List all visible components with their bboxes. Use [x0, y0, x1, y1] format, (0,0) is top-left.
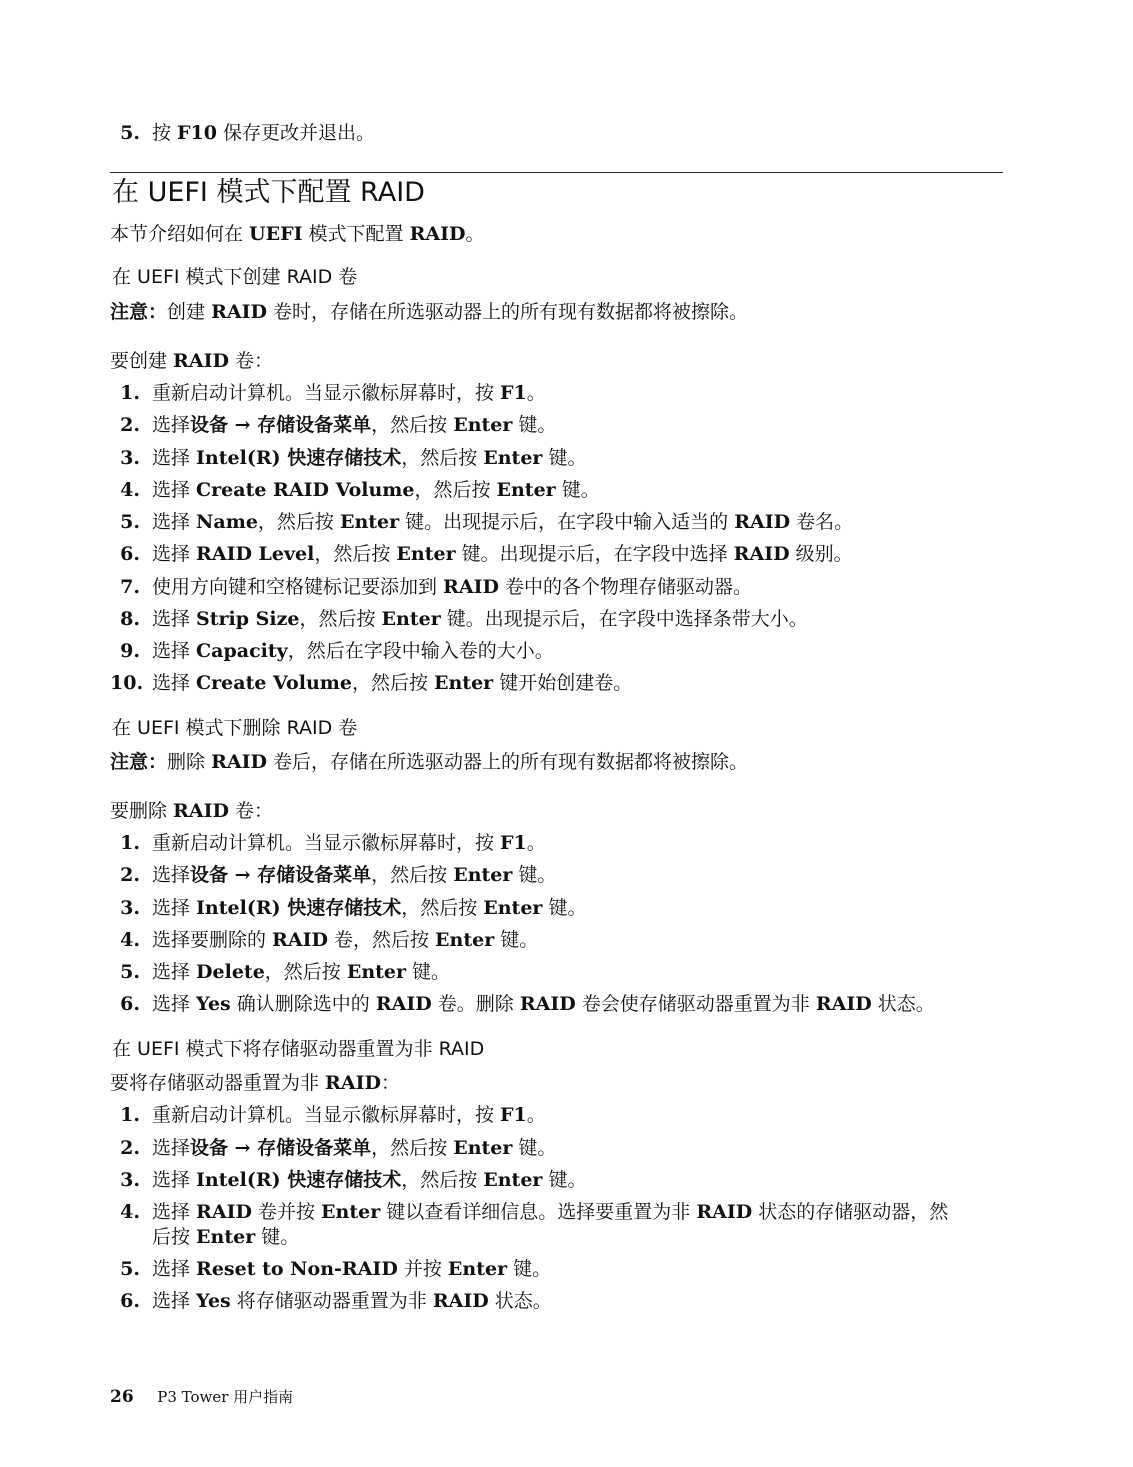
text-run: 键。	[555, 479, 600, 501]
step-text	[152, 1135, 556, 1161]
note-label: 注意：	[110, 301, 168, 323]
step-number: 6.	[120, 993, 140, 1015]
step-text	[152, 991, 935, 1017]
section-title: 在 UEFI 模式下配置 RAID	[112, 177, 425, 208]
text-run: 选择	[152, 897, 197, 919]
step-text	[152, 862, 556, 888]
step-text	[152, 574, 752, 600]
text-run: 选择	[152, 447, 197, 469]
menu-item: Intel(R) 快速存储技术	[196, 1169, 402, 1191]
step-text	[152, 606, 808, 632]
key-name: Enter	[453, 1137, 513, 1159]
text-run: 卷名。	[790, 511, 854, 533]
text-run-bold: F1	[500, 382, 527, 404]
key-name: Enter	[483, 1169, 543, 1191]
text-run-bold: RAID	[432, 1290, 489, 1312]
subsection-heading-delete: 在 UEFI 模式下删除 RAID 卷	[112, 717, 358, 739]
text-run: 键。	[542, 897, 587, 919]
menu-item: Yes	[196, 993, 231, 1015]
text-run: 选择	[152, 543, 197, 565]
text-run: ，然后按	[414, 479, 497, 501]
step-text	[152, 1256, 551, 1282]
step-text	[152, 959, 450, 985]
step-text-continued	[152, 1224, 299, 1250]
menu-item: Capacity	[196, 640, 288, 662]
key-name: Enter	[396, 543, 456, 565]
key-name: F1	[500, 832, 527, 854]
text-run: 后按	[152, 1226, 197, 1248]
intro-paragraph	[110, 221, 485, 247]
key-name: Enter	[453, 864, 513, 886]
text-run: 键。	[494, 929, 539, 951]
text-run: ，然后按	[401, 447, 484, 469]
step-number: 9.	[120, 640, 140, 662]
step-text	[152, 1199, 948, 1225]
key-name: Enter	[496, 479, 556, 501]
text-run: ，然后按	[299, 608, 382, 630]
text-run: 。	[526, 1104, 546, 1126]
key-name: Enter	[453, 414, 513, 436]
text-run: 选择要删除的	[152, 929, 273, 951]
step-number: 10.	[110, 672, 144, 694]
text-run: 要创建	[110, 350, 174, 372]
page-footer	[110, 1387, 293, 1407]
text-run-bold: RAID	[519, 993, 576, 1015]
step-text	[152, 477, 600, 503]
step-number: 3.	[120, 1169, 140, 1191]
key-name: Enter	[435, 929, 495, 951]
step-text	[152, 830, 546, 856]
text-run: 卷。删除	[431, 993, 520, 1015]
step-text	[152, 638, 554, 664]
text-run: 选择	[152, 1201, 197, 1223]
step-text	[152, 1102, 546, 1128]
step-number: 5.	[120, 122, 140, 144]
text-run: 键。	[255, 1226, 300, 1248]
text-run: ，然后按	[351, 672, 434, 694]
text-run: 重新启动计算机。当显示徽标屏幕时，按	[152, 1104, 501, 1126]
text-run: 选择	[152, 864, 191, 886]
text-run: 选择	[152, 1137, 191, 1159]
text-run: 要将存储驱动器重置为非	[110, 1072, 326, 1094]
menu-path: 设备 → 存储设备菜单	[190, 414, 372, 436]
text-run: 卷，然后按	[327, 929, 436, 951]
text-run: 键。出现提示后，在字段中选择	[455, 543, 734, 565]
text-run: 键。	[542, 1169, 587, 1191]
text-run: 卷后，存储在所选驱动器上的所有现有数据都将被擦除。	[266, 751, 749, 773]
step-text	[152, 120, 375, 146]
text-run-bold: RAID	[409, 223, 466, 245]
step-text	[152, 380, 546, 406]
text-run: 卷并按	[251, 1201, 322, 1223]
text-run: 选择	[152, 672, 197, 694]
text-run-bold: RAID	[375, 993, 432, 1015]
text-run: 选择	[152, 479, 197, 501]
key-name: Enter	[321, 1201, 381, 1223]
step-number: 7.	[120, 576, 140, 598]
step-number: 4.	[120, 1201, 140, 1223]
text-run: 本节介绍如何在	[110, 223, 250, 245]
text-run: 将存储驱动器重置为非	[230, 1290, 433, 1312]
text-run: 键。	[512, 1137, 557, 1159]
text-run: 选择	[152, 608, 197, 630]
step-number: 5.	[120, 511, 140, 533]
step-text	[152, 895, 586, 921]
text-run: 模式下配置	[302, 223, 410, 245]
key-name: Enter	[447, 1258, 508, 1280]
step-number: 3.	[120, 897, 140, 919]
text-run: 选择	[152, 993, 197, 1015]
note-label: 注意：	[110, 751, 168, 773]
key-name: Enter	[434, 672, 494, 694]
menu-item: RAID Level	[196, 543, 315, 565]
step-number: 2.	[120, 414, 140, 436]
text-run: ，然后按	[371, 864, 454, 886]
key-name: Enter	[483, 447, 543, 469]
key-name: Enter	[196, 1226, 256, 1248]
subsection-heading-reset: 在 UEFI 模式下将存储驱动器重置为非 RAID	[112, 1038, 485, 1060]
step-text	[152, 1167, 586, 1193]
step-number: 6.	[120, 543, 140, 565]
text-run: 创建	[167, 301, 212, 323]
text-run: ，然后按	[314, 543, 397, 565]
text-run: 卷：	[228, 800, 273, 822]
text-run-bold: RAID	[211, 301, 267, 323]
text-run: 选择	[152, 1290, 197, 1312]
menu-item: Name	[196, 511, 258, 533]
text-run: 卷时，存储在所选驱动器上的所有现有数据都将被擦除。	[266, 301, 749, 323]
text-run-bold: RAID	[815, 993, 872, 1015]
text-run: ，然后按	[371, 1137, 454, 1159]
text-run: ，然后按	[401, 897, 484, 919]
text-run: 状态。	[871, 993, 935, 1015]
text-run: ，然后按	[371, 414, 454, 436]
text-run-bold: RAID	[211, 751, 267, 773]
text-run: 。	[526, 832, 546, 854]
text-run-bold: RAID	[196, 1201, 252, 1223]
step-text	[152, 1288, 552, 1314]
text-run: 要删除	[110, 800, 174, 822]
text-run-bold: RAID	[696, 1201, 753, 1223]
text-run: 重新启动计算机。当显示徽标屏幕时，按	[152, 382, 501, 404]
text-run-bold: RAID	[443, 576, 499, 598]
text-run: 。	[465, 223, 485, 245]
menu-item: Yes	[196, 1290, 231, 1312]
text-run: 键。	[406, 961, 451, 983]
text-run: 键。	[507, 1258, 552, 1280]
key-name: Enter	[339, 511, 400, 533]
step-number: 3.	[120, 447, 140, 469]
step-number: 2.	[120, 864, 140, 886]
text-run: 卷：	[228, 350, 273, 372]
text-run-bold: RAID	[733, 543, 790, 565]
step-number: 1.	[120, 832, 140, 854]
step-text	[152, 445, 586, 471]
step-number: 5.	[120, 1258, 140, 1280]
text-run: ，然后按	[257, 511, 340, 533]
lead-create	[110, 348, 273, 374]
text-run-bold: RAID	[734, 511, 791, 533]
subsection-heading-create: 在 UEFI 模式下创建 RAID 卷	[112, 266, 358, 288]
text-run: 选择	[152, 961, 197, 983]
lead-reset	[110, 1070, 400, 1096]
menu-item: Delete	[196, 961, 265, 983]
text-run: 并按	[397, 1258, 448, 1280]
section-divider	[110, 172, 1003, 173]
text-run: ：	[380, 1072, 400, 1094]
step-number: 8.	[120, 608, 140, 630]
text-run: 卷中的各个物理存储驱动器。	[498, 576, 752, 598]
step-number: 5.	[120, 961, 140, 983]
step-number: 2.	[120, 1137, 140, 1159]
key-name: F10	[177, 122, 217, 144]
text-run-bold: UEFI	[249, 223, 303, 245]
menu-item: Intel(R) 快速存储技术	[196, 447, 402, 469]
text-run-bold: RAID	[325, 1072, 381, 1094]
note-create	[110, 299, 748, 325]
note-delete	[110, 749, 748, 775]
key-name: Enter	[346, 961, 407, 983]
text-run: 选择	[152, 640, 197, 662]
text-run: 键。	[512, 864, 557, 886]
menu-path: 设备 → 存储设备菜单	[190, 1137, 372, 1159]
menu-item: Create RAID Volume	[196, 479, 415, 501]
menu-item: Reset to Non-RAID	[196, 1258, 398, 1280]
text-run: 选择	[152, 1169, 197, 1191]
step-text	[152, 670, 632, 696]
key-name: Enter	[483, 897, 543, 919]
step-text	[152, 412, 556, 438]
key-name: F1	[500, 1104, 527, 1126]
text-run: 选择	[152, 511, 197, 533]
text-run: 状态。	[488, 1290, 552, 1312]
text-run: ，然后按	[264, 961, 347, 983]
step-number: 6.	[120, 1290, 140, 1312]
menu-item: Strip Size	[196, 608, 300, 630]
step-number: 1.	[120, 382, 140, 404]
step-text	[152, 927, 538, 953]
text-run: 键以查看详细信息。选择要重置为非	[380, 1201, 697, 1223]
text-run: 键。出现提示后，在字段中输入适当的	[399, 511, 735, 533]
step-number: 4.	[120, 479, 140, 501]
text-run: 键。	[512, 414, 557, 436]
step-text	[152, 541, 853, 567]
text-run-bold: RAID	[173, 800, 229, 822]
text-run: 键。	[542, 447, 587, 469]
key-name: Enter	[381, 608, 441, 630]
step-text	[152, 509, 853, 535]
step-number: 4.	[120, 929, 140, 951]
book-title: P3 Tower 用户指南	[157, 1388, 294, 1406]
text-run: 键开始创建卷。	[493, 672, 633, 694]
text-run: 选择	[152, 414, 191, 436]
text-run: 状态的存储驱动器，然	[752, 1201, 949, 1223]
text-run-bold: RAID	[173, 350, 229, 372]
text-run: 按	[152, 122, 178, 144]
text-run: 选择	[152, 1258, 197, 1280]
text-run: 确认删除选中的	[230, 993, 376, 1015]
text-run: 重新启动计算机。当显示徽标屏幕时，按	[152, 832, 501, 854]
step-number: 1.	[120, 1104, 140, 1126]
text-run: 删除	[167, 751, 212, 773]
page-number: 26	[110, 1387, 134, 1407]
text-run-bold: RAID	[272, 929, 328, 951]
text-run: ，然后按	[401, 1169, 484, 1191]
text-run: ，然后在字段中输入卷的大小。	[287, 640, 554, 662]
menu-item: Create Volume	[196, 672, 352, 694]
text-run: 级别。	[789, 543, 853, 565]
menu-path: 设备 → 存储设备菜单	[190, 864, 372, 886]
text-run: 保存更改并退出。	[216, 122, 376, 144]
text-run: 。	[526, 382, 546, 404]
menu-item: Intel(R) 快速存储技术	[196, 897, 402, 919]
lead-delete	[110, 798, 273, 824]
text-run: 使用方向键和空格键标记要添加到	[152, 576, 444, 598]
text-run: 卷会使存储驱动器重置为非	[575, 993, 816, 1015]
text-run: 键。出现提示后，在字段中选择条带大小。	[440, 608, 808, 630]
